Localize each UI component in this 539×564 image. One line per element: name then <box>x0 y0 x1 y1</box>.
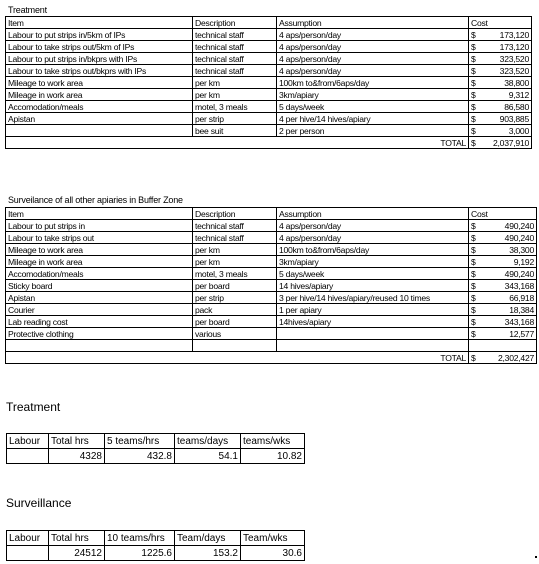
summary-value-cell: 54.1 <box>175 449 241 464</box>
column-header: Cost <box>469 17 532 29</box>
assumption-cell: 4 aps/person/day <box>277 53 469 65</box>
cost-amount: 343,168 <box>504 280 534 291</box>
description-cell: pack <box>193 304 277 316</box>
table-row <box>6 244 537 256</box>
cost-cell <box>469 65 532 77</box>
column-header: Assumption <box>277 208 469 220</box>
cost-amount: 490,240 <box>504 232 534 243</box>
column-header: Item <box>6 17 193 29</box>
assumption-cell: 14 hives/apiary <box>277 280 469 292</box>
surveillance-caption: Surveilance of all other apiaries in Buffer Zone <box>8 195 183 205</box>
cost-amount: 18,384 <box>509 304 534 315</box>
table-row <box>6 328 537 340</box>
item-cell: Labour to put strips in/5km of IPs <box>6 29 193 41</box>
table-row <box>6 29 532 41</box>
cost-amount: 490,240 <box>504 268 534 279</box>
currency-symbol: $ <box>471 244 476 255</box>
item-cell: Protective clothing <box>6 328 193 340</box>
table-row <box>6 280 537 292</box>
assumption-cell: 4 aps/person/day <box>277 65 469 77</box>
assumption-cell: 2 per person <box>277 125 469 137</box>
summary-header-cell: Total hrs <box>49 531 105 546</box>
description-cell: per km <box>193 89 277 101</box>
currency-symbol: $ <box>471 65 476 76</box>
currency-symbol: $ <box>471 304 476 315</box>
table-row <box>6 89 532 101</box>
surveillance-cost-table <box>5 207 537 364</box>
item-cell: Labour to take strips out/5km of IPs <box>6 41 193 53</box>
item-cell: Courier <box>6 304 193 316</box>
cost-amount: 38,800 <box>504 77 529 88</box>
currency-symbol: $ <box>471 268 476 279</box>
item-cell: Labour to put strips in <box>6 220 193 232</box>
assumption-cell: 1 per apiary <box>277 304 469 316</box>
item-cell: Labour to put strips in/bkprs with IPs <box>6 53 193 65</box>
column-header: Cost <box>469 208 537 220</box>
cost-amount: 173,120 <box>499 41 529 52</box>
cost-cell <box>469 53 532 65</box>
column-header: Item <box>6 208 193 220</box>
cost-cell <box>469 137 532 149</box>
description-cell: bee suit <box>193 125 277 137</box>
item-cell: Lab reading cost <box>6 316 193 328</box>
item-cell: Mileage to work area <box>6 244 193 256</box>
cost-cell <box>469 304 537 316</box>
description-cell: per km <box>193 77 277 89</box>
item-cell: Sticky board <box>6 280 193 292</box>
cost-cell <box>469 328 537 340</box>
description-cell: technical staff <box>193 41 277 53</box>
currency-symbol: $ <box>471 137 476 148</box>
assumption-cell <box>277 328 469 340</box>
summary-value-cell <box>7 449 49 464</box>
assumption-cell: 4 aps/person/day <box>277 41 469 53</box>
summary-value-cell: 153.2 <box>175 546 241 561</box>
cost-amount: 9,312 <box>508 89 529 100</box>
cost-cell <box>469 113 532 125</box>
column-header: Description <box>193 208 277 220</box>
summary-value-cell: 24512 <box>49 546 105 561</box>
summary-header-cell: Team/wks <box>241 531 305 546</box>
treatment-caption: Treatment <box>8 5 47 15</box>
cost-amount: 343,168 <box>504 316 534 327</box>
description-cell: technical staff <box>193 29 277 41</box>
currency-symbol: $ <box>471 328 476 339</box>
total-label: TOTAL <box>6 137 469 149</box>
assumption-cell: 4 aps/person/day <box>277 220 469 232</box>
summary-header-cell: Total hrs <box>49 434 105 449</box>
description-cell: per km <box>193 244 277 256</box>
table-row <box>6 268 537 280</box>
cost-cell <box>469 220 537 232</box>
currency-symbol: $ <box>471 113 476 124</box>
summary-header-cell: Labour <box>7 434 49 449</box>
table-row <box>6 65 532 77</box>
cost-cell <box>469 125 532 137</box>
item-cell: Mileage in work area <box>6 256 193 268</box>
currency-symbol: $ <box>471 89 476 100</box>
surveillance-summary-table <box>6 530 305 561</box>
summary-header-cell: 5 teams/hrs <box>105 434 175 449</box>
cost-cell <box>469 101 532 113</box>
table-row <box>6 113 532 125</box>
table-row <box>6 53 532 65</box>
cost-cell <box>469 244 537 256</box>
item-cell: Apistan <box>6 113 193 125</box>
currency-symbol: $ <box>471 316 476 327</box>
assumption-cell: 4 aps/person/day <box>277 29 469 41</box>
cost-amount: 2,037,910 <box>493 137 529 148</box>
table-row <box>6 256 537 268</box>
item-cell: Accomodation/meals <box>6 101 193 113</box>
description-cell: various <box>193 328 277 340</box>
description-cell: motel, 3 meals <box>193 101 277 113</box>
assumption-cell: 100km to&from/6aps/day <box>277 244 469 256</box>
cost-cell <box>469 89 532 101</box>
description-cell: technical staff <box>193 65 277 77</box>
cost-amount: 38,300 <box>509 244 534 255</box>
currency-symbol: $ <box>471 256 476 267</box>
currency-symbol: $ <box>471 352 476 363</box>
cost-cell <box>469 256 537 268</box>
currency-symbol: $ <box>471 232 476 243</box>
currency-symbol: $ <box>471 41 476 52</box>
item-cell <box>6 340 193 352</box>
surveillance-summary-heading: Surveillance <box>6 496 72 510</box>
summary-value-cell: 4328 <box>49 449 105 464</box>
assumption-cell: 4 aps/person/day <box>277 232 469 244</box>
item-cell <box>6 125 193 137</box>
summary-header-cell: Labour <box>7 531 49 546</box>
assumption-cell: 5 days/week <box>277 101 469 113</box>
description-cell: technical staff <box>193 53 277 65</box>
column-header: Description <box>193 17 277 29</box>
description-cell: per board <box>193 280 277 292</box>
cost-amount: 323,520 <box>499 65 529 76</box>
currency-symbol: $ <box>471 220 476 231</box>
cost-amount: 9,192 <box>513 256 534 267</box>
cost-cell <box>469 29 532 41</box>
table-row <box>6 292 537 304</box>
treatment-cost-table <box>5 16 532 149</box>
assumption-cell: 3km/apiary <box>277 256 469 268</box>
cost-amount: 66,918 <box>509 292 534 303</box>
cost-cell <box>469 268 537 280</box>
cost-cell <box>469 41 532 53</box>
description-cell <box>193 340 277 352</box>
item-cell: Apistan <box>6 292 193 304</box>
cost-amount: 490,240 <box>504 220 534 231</box>
cost-cell <box>469 280 537 292</box>
cost-cell <box>469 340 537 352</box>
description-cell: technical staff <box>193 232 277 244</box>
summary-header-cell: teams/days <box>175 434 241 449</box>
description-cell: motel, 3 meals <box>193 268 277 280</box>
table-row <box>6 77 532 89</box>
item-cell: Labour to take strips out <box>6 232 193 244</box>
item-cell: Mileage in work area <box>6 89 193 101</box>
currency-symbol: $ <box>471 101 476 112</box>
item-cell: Labour to take strips out/bkprs with IPs <box>6 65 193 77</box>
assumption-cell: 3 per hive/14 hives/apiary/reused 10 times <box>277 292 469 304</box>
total-row <box>6 352 537 364</box>
header-row <box>6 17 532 29</box>
summary-value-cell: 432.8 <box>105 449 175 464</box>
description-cell: technical staff <box>193 220 277 232</box>
currency-symbol: $ <box>471 125 476 136</box>
table-row <box>6 101 532 113</box>
total-row <box>6 137 532 149</box>
table-row <box>6 340 537 352</box>
table-row <box>6 41 532 53</box>
total-label: TOTAL <box>6 352 469 364</box>
cost-cell <box>469 352 537 364</box>
assumption-cell: 100km to&from/6aps/day <box>277 77 469 89</box>
table-row <box>6 220 537 232</box>
cost-amount: 12,577 <box>509 328 534 339</box>
item-cell: Accomodation/meals <box>6 268 193 280</box>
cost-cell <box>469 232 537 244</box>
summary-value-cell <box>7 546 49 561</box>
header-row <box>6 208 537 220</box>
description-cell: per board <box>193 316 277 328</box>
summary-header-cell: teams/wks <box>241 434 305 449</box>
table-row <box>6 316 537 328</box>
assumption-cell <box>277 340 469 352</box>
cost-amount: 323,520 <box>499 53 529 64</box>
cost-amount: 2,302,427 <box>498 352 534 363</box>
column-header: Assumption <box>277 17 469 29</box>
cost-amount: 3,000 <box>508 125 529 136</box>
currency-symbol: $ <box>471 53 476 64</box>
currency-symbol: $ <box>471 77 476 88</box>
table-row <box>6 232 537 244</box>
assumption-cell: 5 days/week <box>277 268 469 280</box>
treatment-summary-heading: Treatment <box>6 400 61 414</box>
cost-amount: 86,580 <box>504 101 529 112</box>
treatment-summary-table <box>6 433 305 464</box>
item-cell: Mileage to work area <box>6 77 193 89</box>
summary-header-cell: 10 teams/hrs <box>105 531 175 546</box>
currency-symbol: $ <box>471 292 476 303</box>
cost-amount: 173,120 <box>499 29 529 40</box>
cost-amount: 903,885 <box>499 113 529 124</box>
table-row <box>6 304 537 316</box>
assumption-cell: 14hives/apiary <box>277 316 469 328</box>
summary-value-cell: 10.82 <box>241 449 305 464</box>
summary-header-cell: Team/days <box>175 531 241 546</box>
description-cell: per strip <box>193 113 277 125</box>
page-corner-mark <box>535 556 537 558</box>
summary-value-cell: 1225.6 <box>105 546 175 561</box>
cost-cell <box>469 292 537 304</box>
description-cell: per strip <box>193 292 277 304</box>
cost-cell <box>469 77 532 89</box>
summary-value-cell: 30.6 <box>241 546 305 561</box>
assumption-cell: 3km/apiary <box>277 89 469 101</box>
currency-symbol: $ <box>471 280 476 291</box>
cost-cell <box>469 316 537 328</box>
description-cell: per km <box>193 256 277 268</box>
table-row <box>6 125 532 137</box>
assumption-cell: 4 per hive/14 hives/apiary <box>277 113 469 125</box>
currency-symbol: $ <box>471 29 476 40</box>
